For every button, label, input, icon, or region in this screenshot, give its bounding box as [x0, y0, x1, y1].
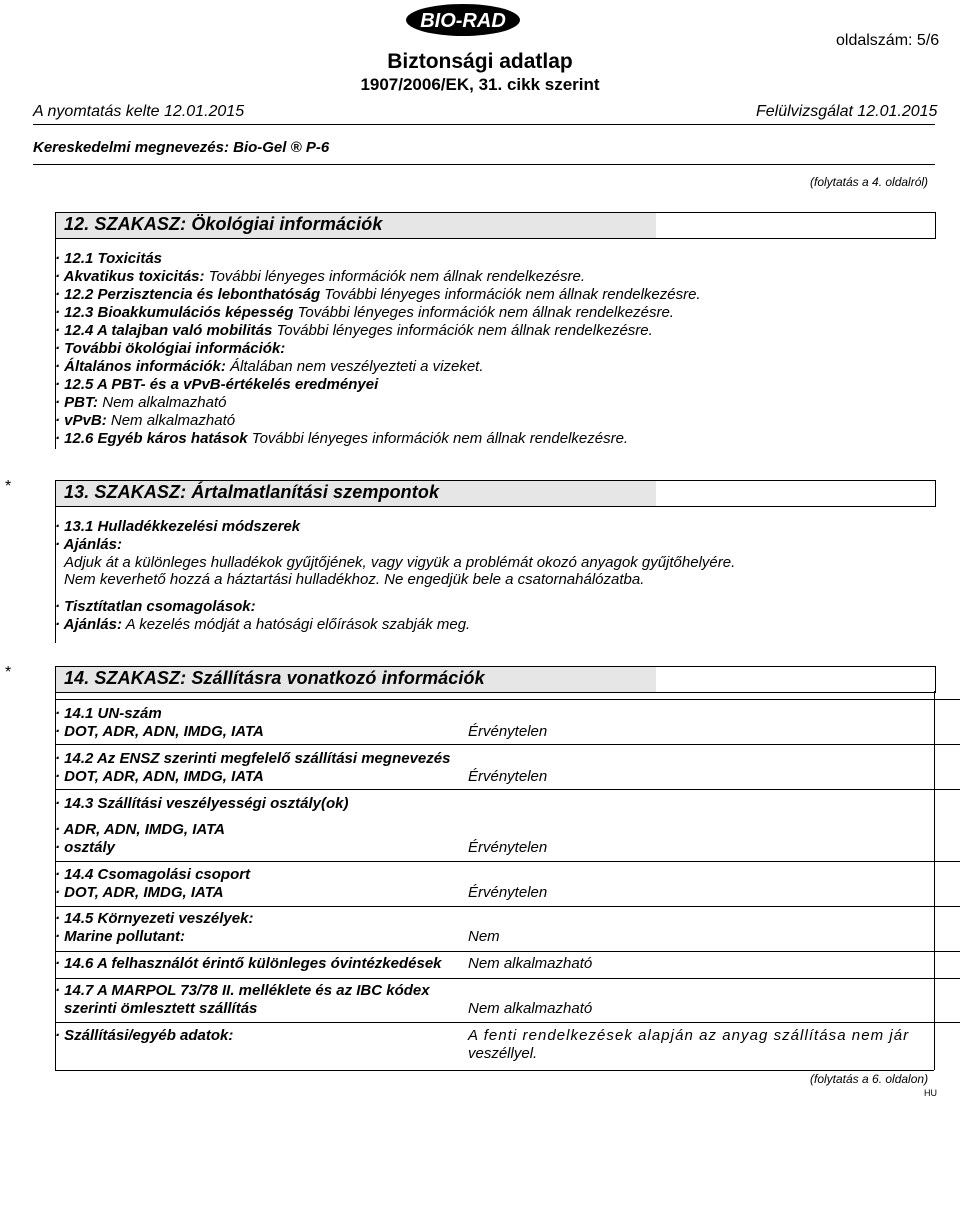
s14-packing-group: · 14.4 Csomagolási csoport: [55, 866, 251, 883]
s14-row-rule: [55, 978, 960, 979]
s12-soil-mobility: · 12.4 A talajban való mobilitás További lényeges információk nem állnak rendelkezésre.: [55, 322, 653, 339]
s14-other-transport: · Szállítási/egyéb adatok:: [55, 1027, 234, 1044]
logo-text: BIO-RAD: [420, 10, 506, 32]
continued-from: (folytatás a 4. oldalról): [810, 175, 929, 189]
s12-general-info: · Általános információk: Általában nem veszélyezteti a vizeket.: [55, 358, 484, 375]
s12-vpvb: · vPvB: Nem alkalmazható: [55, 412, 236, 429]
section-14-right-rule: [934, 691, 935, 1070]
s14-special-precautions: · 14.6 A felhasználót érintő különleges óvintézkedések: [55, 955, 442, 972]
s14-marine-pollutant: · Marine pollutant:: [55, 928, 185, 945]
s12-bioaccumulation: · 12.3 Bioakkumulációs képesség További lényeges információk nem állnak rendelkezésre.: [55, 304, 674, 321]
s14-class-value: Érvénytelen: [468, 839, 548, 856]
s14-revision-star: *: [5, 664, 12, 681]
s13-waste-methods: · 13.1 Hulladékkezelési módszerek: [55, 518, 301, 535]
s14-marpol: · 14.7 A MARPOL 73/78 II. melléklete és az IBC kódex: [55, 982, 430, 999]
s14-hazard-class: · 14.3 Szállítási veszélyességi osztály(ok): [55, 795, 349, 812]
document-subtitle: 1907/2006/EK, 31. cikk szerint: [360, 75, 600, 94]
s14-un-number-regs: · DOT, ADR, ADN, IMDG, IATA: [55, 723, 264, 740]
s14-row-rule: [55, 789, 960, 790]
s13-recommendation-text-2: Nem keverhető hozzá a háztartási hulladékhoz. Ne engedjük bele a csatornahálózatba.: [64, 571, 645, 588]
page-number: oldalszám: 5/6: [836, 32, 940, 49]
section-14-bottom-rule: [55, 1070, 934, 1071]
s14-other-transport-value: A fenti rendelkezések alapján az anyag szállítása nem jár: [468, 1027, 910, 1044]
s14-un-number-value: Érvénytelen: [468, 723, 548, 740]
language-code: HU: [924, 1088, 937, 1098]
s13-recommendation: · Ajánlás:: [55, 536, 122, 553]
section-13-heading: 13. SZAKASZ: Ártalmatlanítási szempontok: [64, 482, 440, 502]
s14-special-precautions-value: Nem alkalmazható: [468, 955, 593, 972]
s13-packaging-recommendation: · Ajánlás: A kezelés módját a hatósági előírások szabják meg.: [55, 616, 471, 633]
s14-row-rule: [55, 906, 960, 907]
s14-marpol-value: Nem alkalmazható: [468, 1000, 593, 1017]
s14-row-rule: [55, 1022, 960, 1023]
s12-other-effects: · 12.6 Egyéb káros hatások További lényeges információk nem állnak rendelkezésre.: [55, 430, 629, 447]
s14-packing-group-regs: · DOT, ADR, IMDG, IATA: [55, 884, 224, 901]
section-12-heading: 12. SZAKASZ: Ökológiai információk: [64, 214, 383, 234]
s14-other-transport-value-2: veszéllyel.: [468, 1045, 538, 1062]
document-title: Biztonsági adatlap: [387, 50, 573, 73]
print-date: A nyomtatás kelte 12.01.2015: [33, 103, 245, 120]
s14-shipping-name-value: Érvénytelen: [468, 768, 548, 785]
s14-row-rule: [55, 951, 960, 952]
s12-aquatic-toxicity: · Akvatikus toxicitás: További lényeges információk nem állnak rendelkezésre.: [55, 268, 585, 285]
s14-row-rule: [55, 861, 960, 862]
s14-un-number: · 14.1 UN-szám: [55, 705, 162, 722]
s14-packing-group-value: Érvénytelen: [468, 884, 548, 901]
s14-row-rule: [55, 699, 960, 700]
s14-env-hazards: · 14.5 Környezeti veszélyek:: [55, 910, 254, 927]
s14-class: · osztály: [55, 839, 116, 856]
s13-uncleaned-packaging: · Tisztítatlan csomagolások:: [55, 598, 256, 615]
trade-name-divider: [33, 164, 935, 165]
s14-marine-pollutant-value: Nem: [468, 928, 500, 945]
trade-name: Kereskedelmi megnevezés: Bio-Gel ® P-6: [33, 139, 330, 156]
s14-hazard-class-regs: · ADR, ADN, IMDG, IATA: [55, 821, 225, 838]
section-14-heading: 14. SZAKASZ: Szállításra vonatkozó információk: [64, 668, 485, 688]
s14-shipping-name-regs: · DOT, ADR, ADN, IMDG, IATA: [55, 768, 264, 785]
s13-revision-star: *: [5, 478, 12, 495]
review-date: Felülvizsgálat 12.01.2015: [756, 103, 938, 120]
s12-pbt-vpvb-results: · 12.5 A PBT- és a vPvB-értékelés eredményei: [55, 376, 379, 393]
continued-to: (folytatás a 6. oldalon): [810, 1072, 929, 1086]
s12-further-info: · További ökológiai információk:: [55, 340, 286, 357]
s14-row-rule: [55, 744, 960, 745]
s12-toxicity: · 12.1 Toxicitás: [55, 250, 163, 267]
s14-shipping-name: · 14.2 Az ENSZ szerinti megfelelő szállítási megnevezés: [55, 750, 451, 767]
s12-pbt: · PBT: Nem alkalmazható: [55, 394, 227, 411]
s13-recommendation-text-1: Adjuk át a különleges hulladékok gyűjtőjének, vagy vigyük a problémát okozó anyagok gyűjtőhelyére.: [64, 554, 736, 571]
bio-rad-logo: [405, 3, 521, 37]
s12-persistence: · 12.2 Perzisztencia és lebonthatóság További lényeges információk nem állnak rendelkezésre.: [55, 286, 701, 303]
header-divider: [33, 124, 935, 125]
s14-marpol-line2: szerinti ömlesztett szállítás: [64, 1000, 258, 1017]
